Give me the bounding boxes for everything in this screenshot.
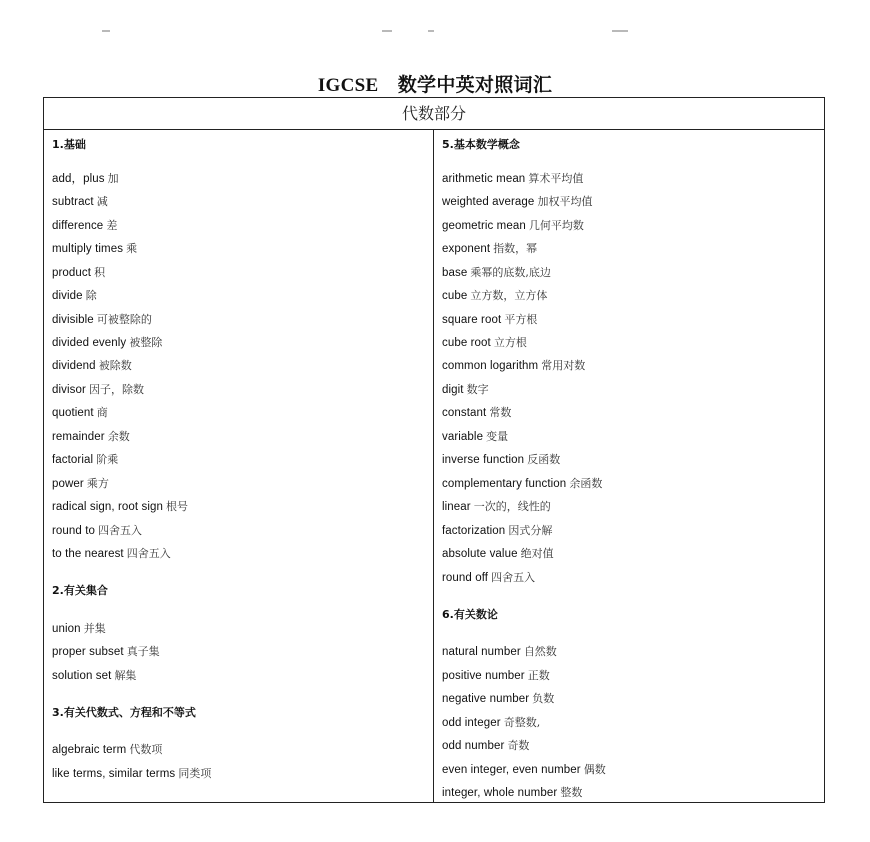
term-english: even integer, even number <box>442 764 581 776</box>
term-row <box>442 739 529 753</box>
document-title: IGCSE 数学中英对照词汇 <box>317 75 553 96</box>
term-chinese: 常用对数 <box>541 359 586 372</box>
term-chinese: 变量 <box>486 430 509 443</box>
term-english: factorization <box>442 525 506 537</box>
term-row <box>442 266 551 280</box>
section-heading: 1.基础 <box>52 138 86 151</box>
term-chinese: 四舍五入 <box>126 547 171 560</box>
term-english: square root <box>442 314 502 326</box>
term-row <box>442 453 560 467</box>
term-english: round off <box>442 572 489 584</box>
term-row <box>52 430 130 444</box>
term-english: multiply times <box>52 243 124 255</box>
term-row <box>52 383 144 397</box>
term-chinese: 偶数 <box>583 763 606 776</box>
scan-artifact-mark <box>382 30 392 32</box>
right-column <box>434 130 824 802</box>
term-chinese: 阶乘 <box>96 453 119 466</box>
term-english: geometric mean <box>442 220 526 232</box>
table-section-header: 代数部分 <box>44 98 824 130</box>
term-english: union <box>52 623 81 635</box>
term-row <box>442 571 535 585</box>
term-row <box>442 524 552 538</box>
term-english: integer, whole number <box>442 787 558 799</box>
term-chinese: 解集 <box>114 669 137 682</box>
term-english: divisor <box>52 384 86 396</box>
term-chinese: 正数 <box>527 669 550 682</box>
term-english: dividend <box>52 360 96 372</box>
term-chinese: 一次的，线性的 <box>473 500 551 513</box>
term-chinese: 四舍五入 <box>98 524 143 537</box>
term-chinese: 商 <box>96 406 108 419</box>
term-row <box>442 313 537 327</box>
term-row <box>442 383 489 397</box>
term-english: product <box>52 267 92 279</box>
section-heading: 5.基本数学概念 <box>442 138 520 151</box>
term-english: divide <box>52 290 83 302</box>
term-english: exponent <box>442 243 491 255</box>
term-row <box>442 763 606 777</box>
term-chinese: 反函数 <box>527 453 561 466</box>
term-english: variable <box>442 431 484 443</box>
term-english: round to <box>52 525 95 537</box>
scan-artifact-mark <box>102 30 110 32</box>
term-english: cube root <box>442 337 491 349</box>
term-chinese: 数字 <box>466 383 489 396</box>
term-row <box>442 477 602 491</box>
term-english: base <box>442 267 468 279</box>
term-english: positive number <box>442 670 525 682</box>
term-english: remainder <box>52 431 105 443</box>
term-row <box>52 242 137 256</box>
term-row <box>52 406 108 420</box>
term-row <box>442 716 540 730</box>
scan-artifact-mark <box>612 30 628 32</box>
term-english: inverse function <box>442 454 525 466</box>
term-chinese: 立方根 <box>493 336 527 349</box>
term-row <box>52 453 118 467</box>
term-chinese: 奇数 <box>507 739 530 752</box>
term-row <box>52 289 97 303</box>
term-chinese: 几何平均数 <box>528 219 584 232</box>
term-row <box>52 743 162 757</box>
term-row <box>442 692 554 706</box>
term-row <box>52 524 142 538</box>
term-row <box>442 289 547 303</box>
term-chinese: 自然数 <box>523 645 557 658</box>
term-chinese: 同类项 <box>178 767 212 780</box>
term-row <box>442 500 551 514</box>
term-row <box>442 669 550 683</box>
term-chinese: 根号 <box>166 500 189 513</box>
term-chinese: 真子集 <box>126 645 160 658</box>
term-chinese: 被整除 <box>129 336 163 349</box>
term-chinese: 乘幂的底数,底边 <box>470 266 551 279</box>
term-chinese: 四舍五入 <box>491 571 536 584</box>
term-chinese: 差 <box>106 219 118 232</box>
term-chinese: 代数项 <box>129 743 163 756</box>
term-row <box>442 430 508 444</box>
term-english: quotient <box>52 407 94 419</box>
term-chinese: 加 <box>107 172 119 185</box>
term-english: factorial <box>52 454 94 466</box>
term-english: divided evenly <box>52 337 127 349</box>
term-english: odd number <box>442 740 505 752</box>
term-row <box>52 359 132 373</box>
term-english: power <box>52 478 84 490</box>
term-english: constant <box>442 407 487 419</box>
term-chinese: 立方数，立方体 <box>470 289 548 302</box>
term-chinese: 并集 <box>83 622 106 635</box>
term-chinese: 减 <box>96 195 108 208</box>
term-chinese: 绝对值 <box>520 547 554 560</box>
term-row <box>52 313 152 327</box>
term-english: odd integer <box>442 717 501 729</box>
term-english: like terms, similar terms <box>52 768 176 780</box>
term-chinese: 整数 <box>560 786 583 799</box>
term-chinese: 奇整数, <box>503 716 541 729</box>
term-english: absolute value <box>442 548 518 560</box>
term-row <box>52 195 108 209</box>
term-english: algebraic term <box>52 744 127 756</box>
term-row <box>442 359 585 373</box>
term-chinese: 可被整除的 <box>96 313 152 326</box>
term-english: add，plus <box>52 173 105 185</box>
term-row <box>52 645 160 659</box>
term-row <box>52 336 162 350</box>
term-row <box>52 669 136 683</box>
term-english: radical sign, root sign <box>52 501 163 513</box>
term-row <box>52 500 188 514</box>
term-english: common logarithm <box>442 360 539 372</box>
term-english: weighted average <box>442 196 535 208</box>
term-chinese: 常数 <box>489 406 512 419</box>
term-chinese: 余函数 <box>569 477 603 490</box>
term-row <box>442 547 554 561</box>
term-row <box>52 622 106 636</box>
term-chinese: 乘 <box>126 242 138 255</box>
term-english: to the nearest <box>52 548 124 560</box>
term-chinese: 指数，幂 <box>493 242 538 255</box>
term-english: proper subset <box>52 646 124 658</box>
term-row <box>442 172 583 186</box>
term-chinese: 被除数 <box>98 359 132 372</box>
term-row <box>52 477 109 491</box>
term-english: linear <box>442 501 471 513</box>
term-chinese: 因式分解 <box>508 524 553 537</box>
term-english: subtract <box>52 196 94 208</box>
term-english: difference <box>52 220 104 232</box>
term-row <box>52 266 105 280</box>
term-row <box>442 786 582 800</box>
term-english: complementary function <box>442 478 567 490</box>
scan-artifact-mark <box>428 30 434 32</box>
vocabulary-table <box>43 97 825 803</box>
term-row <box>442 406 511 420</box>
term-row <box>442 219 584 233</box>
term-row <box>52 547 171 561</box>
term-english: arithmetic mean <box>442 173 526 185</box>
section-heading: 6.有关数论 <box>442 608 498 621</box>
term-row <box>442 336 527 350</box>
term-english: cube <box>442 290 468 302</box>
term-chinese: 余数 <box>107 430 130 443</box>
term-english: natural number <box>442 646 521 658</box>
term-row <box>442 195 592 209</box>
term-chinese: 乘方 <box>86 477 109 490</box>
term-chinese: 平方根 <box>504 313 538 326</box>
term-row <box>442 242 537 256</box>
term-row <box>52 767 211 781</box>
term-row <box>52 219 117 233</box>
term-chinese: 算术平均值 <box>528 172 584 185</box>
section-heading: 3.有关代数式、方程和不等式 <box>52 706 196 719</box>
term-chinese: 因子，除数 <box>89 383 144 396</box>
term-chinese: 加权平均值 <box>537 195 593 208</box>
term-chinese: 负数 <box>532 692 555 705</box>
term-english: digit <box>442 384 464 396</box>
term-row <box>442 645 557 659</box>
term-english: divisible <box>52 314 94 326</box>
section-heading: 2.有关集合 <box>52 584 108 597</box>
term-english: negative number <box>442 693 530 705</box>
term-english: solution set <box>52 670 112 682</box>
term-row <box>52 172 119 186</box>
term-chinese: 除 <box>85 289 97 302</box>
left-column <box>44 130 434 802</box>
term-chinese: 积 <box>94 266 106 279</box>
